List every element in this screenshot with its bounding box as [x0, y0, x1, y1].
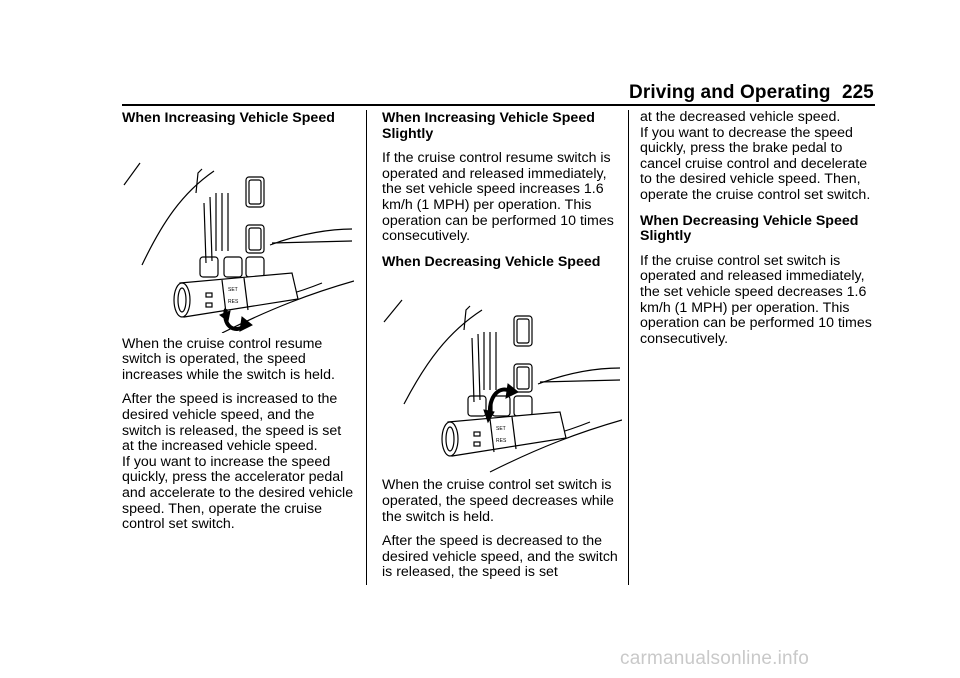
res-label: RES — [228, 298, 239, 305]
para-set-held: When the cruise control set switch is operated, the speed decreases while the switch is held. — [382, 477, 614, 525]
para-resume-tap: If the cruise control resume switch is operated and released immediately, the set vehicle speed increases 1.6 km/h (1 MPH) per operation. This operation can be performed 10 times consecutively. — [382, 150, 614, 245]
para-decreased-continued: at the decreased vehicle speed. — [640, 109, 841, 125]
para-speed-set-decreased: After the speed is decreased to the desired vehicle speed, and the switch is released, the speed is set — [382, 533, 618, 581]
heading-increasing-slightly: When Increasing Vehicle Speed Slightly — [382, 110, 595, 142]
column-2 — [382, 110, 622, 581]
para-set-tap: If the cruise control set switch is operated and released immediately, the set vehicle speed decreases 1.6 km/h (1 MPH) per operation. This operation can be performed 10 times consecutively. — [640, 252, 872, 347]
column-1 — [122, 110, 354, 533]
para-increase-quickly: If you want to increase the speed quickly, press the accelerator pedal and accelerate to the desired vehicle speed. Then, operate the cruise control set switch. — [122, 453, 354, 533]
para-resume-held: When the cruise control resume switch is operated, the speed increases while the switch is held. — [122, 335, 335, 383]
cruise-control-stalk-set-icon — [382, 276, 622, 474]
section-title: Driving and Operating — [629, 82, 831, 103]
page-number: 225 — [842, 82, 874, 103]
res-label: RES — [496, 438, 507, 445]
set-label: SET — [228, 286, 238, 293]
cruise-control-stalk-resume-icon — [122, 133, 354, 333]
watermark: carmanualsonline.info — [620, 648, 810, 669]
column-divider-2 — [628, 110, 629, 585]
heading-decreasing-slightly: When Decreasing Vehicle Speed Slightly — [640, 212, 859, 245]
header-rule — [122, 104, 875, 106]
para-speed-set-increased: After the speed is increased to the desired vehicle speed, and the switch is released, the speed is set at the increased vehicle speed. — [122, 391, 342, 455]
column-divider-1 — [366, 110, 367, 585]
para-decrease-quickly: If you want to decrease the speed quickly, press the brake pedal to cancel cruise control and decelerate to the desired vehicle speed. Then, operate the cruise control set switch. — [640, 124, 871, 203]
page-header — [0, 82, 960, 106]
column-3 — [640, 110, 876, 347]
heading-decreasing-speed: When Decreasing Vehicle Speed — [382, 253, 601, 270]
set-label: SET — [496, 426, 506, 433]
heading-increasing-speed: When Increasing Vehicle Speed — [122, 110, 335, 126]
